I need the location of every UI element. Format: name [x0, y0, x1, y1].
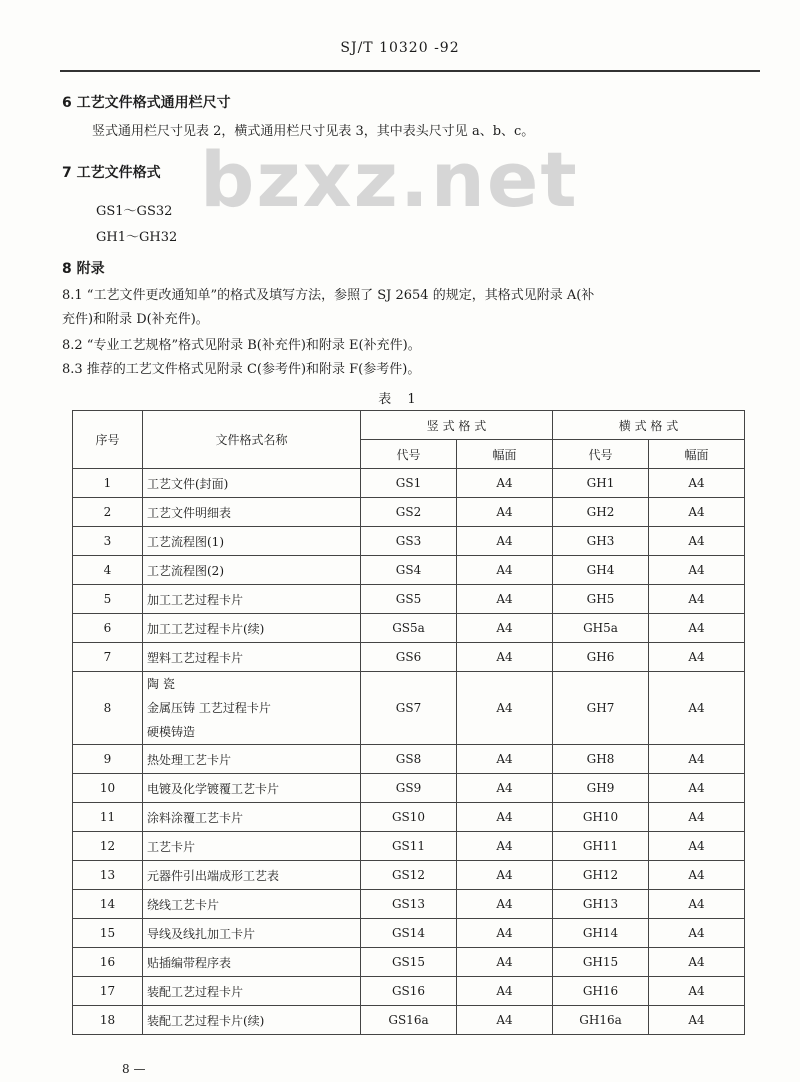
header-hsize: 幅面 [649, 440, 745, 469]
table-row [73, 745, 745, 774]
row-vertical-size: A4 [457, 1006, 553, 1035]
row-name: 工艺卡片 [143, 832, 361, 861]
table-row [73, 556, 745, 585]
row-horizontal-code: GH16 [553, 977, 649, 1006]
row-vertical-code: GS16a [361, 1006, 457, 1035]
table-row [73, 1006, 745, 1035]
row-no: 6 [73, 614, 143, 643]
row-name: 电镀及化学镀覆工艺卡片 [143, 774, 361, 803]
row-horizontal-size: A4 [649, 774, 745, 803]
section-6-heading: 6 工艺文件格式通用栏尺寸 [62, 95, 231, 111]
section-8-heading: 8 附录 [62, 261, 105, 277]
row-horizontal-size: A4 [649, 643, 745, 672]
row-vertical-size: A4 [457, 977, 553, 1006]
row-horizontal-code: GH3 [553, 527, 649, 556]
table-caption: 表 1 [378, 392, 422, 407]
row-horizontal-code: GH1 [553, 469, 649, 498]
section-6-body: 竖式通用栏尺寸见表 2，横式通用栏尺寸见表 3，其中表头尺寸见 a、b、c。 [92, 124, 535, 139]
row-vertical-code: GS14 [361, 919, 457, 948]
row-horizontal-code: GH8 [553, 745, 649, 774]
page-number: 8 — [122, 1062, 146, 1076]
row-horizontal-size: A4 [649, 469, 745, 498]
row-vertical-code: GS8 [361, 745, 457, 774]
row-vertical-code: GS12 [361, 861, 457, 890]
table-row [73, 585, 745, 614]
row-horizontal-size: A4 [649, 745, 745, 774]
row-no: 18 [73, 1006, 143, 1035]
section-7-line-2: GH1～GH32 [96, 230, 178, 245]
row-vertical-code: GS16 [361, 977, 457, 1006]
row-vertical-size: A4 [457, 774, 553, 803]
table-row [73, 469, 745, 498]
row-no: 14 [73, 890, 143, 919]
row-no: 7 [73, 643, 143, 672]
table-row [73, 832, 745, 861]
format-table [72, 410, 745, 1035]
row-horizontal-size: A4 [649, 1006, 745, 1035]
row-horizontal-code: GH11 [553, 832, 649, 861]
row-horizontal-size: A4 [649, 614, 745, 643]
row-horizontal-size: A4 [649, 556, 745, 585]
row-horizontal-code: GH9 [553, 774, 649, 803]
row-no: 17 [73, 977, 143, 1006]
table-row [73, 803, 745, 832]
row-horizontal-code: GH14 [553, 919, 649, 948]
row-horizontal-size: A4 [649, 498, 745, 527]
row-vertical-size: A4 [457, 498, 553, 527]
table-row [73, 672, 745, 745]
row-name: 塑料工艺过程卡片 [143, 643, 361, 672]
row-no: 5 [73, 585, 143, 614]
row-name-line: 陶 瓷 [147, 677, 175, 691]
row-no: 16 [73, 948, 143, 977]
row-vertical-code: GS7 [361, 672, 457, 745]
row-horizontal-size: A4 [649, 890, 745, 919]
section-8-1: 8.1 “工艺文件更改通知单”的格式及填写方法，参照了 SJ 2654 的规定，其格式见附录 A(补 [62, 288, 595, 303]
row-horizontal-size: A4 [649, 948, 745, 977]
row-name-line: 金属压铸 工艺过程卡片 [147, 701, 271, 715]
row-horizontal-code: GH2 [553, 498, 649, 527]
table-row [73, 890, 745, 919]
table-row [73, 919, 745, 948]
header-horizontal: 横 式 格 式 [553, 411, 745, 440]
row-vertical-size: A4 [457, 861, 553, 890]
row-horizontal-size: A4 [649, 527, 745, 556]
row-horizontal-code: GH10 [553, 803, 649, 832]
row-name: 工艺文件(封面) [143, 469, 361, 498]
row-vertical-code: GS5 [361, 585, 457, 614]
row-name: 加工工艺过程卡片(续) [143, 614, 361, 643]
row-vertical-size: A4 [457, 614, 553, 643]
row-vertical-code: GS5a [361, 614, 457, 643]
row-name: 加工工艺过程卡片 [143, 585, 361, 614]
row-name: 导线及线扎加工卡片 [143, 919, 361, 948]
row-vertical-size: A4 [457, 672, 553, 745]
section-7-heading: 7 工艺文件格式 [62, 165, 161, 181]
row-horizontal-size: A4 [649, 832, 745, 861]
table-row [73, 948, 745, 977]
table-row [73, 527, 745, 556]
row-horizontal-code: GH5a [553, 614, 649, 643]
header-vsize: 幅面 [457, 440, 553, 469]
row-horizontal-code: GH13 [553, 890, 649, 919]
row-vertical-size: A4 [457, 469, 553, 498]
row-vertical-code: GS11 [361, 832, 457, 861]
header-vertical: 竖 式 格 式 [361, 411, 553, 440]
row-horizontal-size: A4 [649, 977, 745, 1006]
row-name: 工艺流程图(1) [143, 527, 361, 556]
section-8-2: 8.2 “专业工艺规格”格式见附录 B(补充件)和附录 E(补充件)。 [62, 338, 421, 353]
row-horizontal-code: GH5 [553, 585, 649, 614]
row-horizontal-size: A4 [649, 672, 745, 745]
row-horizontal-size: A4 [649, 803, 745, 832]
table-row [73, 977, 745, 1006]
row-no: 1 [73, 469, 143, 498]
row-horizontal-code: GH15 [553, 948, 649, 977]
row-vertical-size: A4 [457, 803, 553, 832]
row-horizontal-size: A4 [649, 861, 745, 890]
row-horizontal-code: GH6 [553, 643, 649, 672]
row-horizontal-code: GH16a [553, 1006, 649, 1035]
row-vertical-code: GS10 [361, 803, 457, 832]
row-vertical-size: A4 [457, 832, 553, 861]
watermark: bzxz.net [200, 135, 579, 224]
row-vertical-size: A4 [457, 585, 553, 614]
row-no: 4 [73, 556, 143, 585]
row-name [143, 672, 361, 745]
row-no: 13 [73, 861, 143, 890]
header-vcode: 代号 [361, 440, 457, 469]
row-vertical-code: GS6 [361, 643, 457, 672]
row-name: 工艺文件明细表 [143, 498, 361, 527]
row-name-line: 硬模铸造 [147, 725, 196, 739]
row-vertical-code: GS1 [361, 469, 457, 498]
row-name: 涂料涂覆工艺卡片 [143, 803, 361, 832]
row-horizontal-code: GH12 [553, 861, 649, 890]
row-vertical-code: GS3 [361, 527, 457, 556]
row-vertical-size: A4 [457, 527, 553, 556]
row-no: 3 [73, 527, 143, 556]
row-vertical-size: A4 [457, 556, 553, 585]
row-name: 热处理工艺卡片 [143, 745, 361, 774]
row-horizontal-code: GH7 [553, 672, 649, 745]
table-row [73, 498, 745, 527]
row-vertical-size: A4 [457, 745, 553, 774]
row-vertical-code: GS2 [361, 498, 457, 527]
row-no: 15 [73, 919, 143, 948]
row-horizontal-size: A4 [649, 585, 745, 614]
row-vertical-size: A4 [457, 948, 553, 977]
section-8-1-cont: 充件)和附录 D(补充件)。 [62, 312, 209, 327]
row-name: 贴插编带程序表 [143, 948, 361, 977]
header-no: 序号 [73, 411, 143, 469]
row-name: 元器件引出端成形工艺表 [143, 861, 361, 890]
row-vertical-code: GS15 [361, 948, 457, 977]
row-no: 9 [73, 745, 143, 774]
row-vertical-code: GS13 [361, 890, 457, 919]
header-rule [60, 70, 760, 72]
row-no: 10 [73, 774, 143, 803]
table-row [73, 774, 745, 803]
table-row [73, 643, 745, 672]
row-name: 绕线工艺卡片 [143, 890, 361, 919]
row-no: 12 [73, 832, 143, 861]
row-vertical-size: A4 [457, 890, 553, 919]
row-vertical-size: A4 [457, 643, 553, 672]
header-hcode: 代号 [553, 440, 649, 469]
section-7-line-1: GS1～GS32 [96, 204, 173, 219]
row-name: 工艺流程图(2) [143, 556, 361, 585]
row-vertical-code: GS9 [361, 774, 457, 803]
row-horizontal-size: A4 [649, 919, 745, 948]
header-name: 文件格式名称 [143, 411, 361, 469]
row-name: 装配工艺过程卡片(续) [143, 1006, 361, 1035]
row-name: 装配工艺过程卡片 [143, 977, 361, 1006]
table-row [73, 861, 745, 890]
section-8-3: 8.3 推荐的工艺文件格式见附录 C(参考件)和附录 F(参考件)。 [62, 362, 421, 377]
row-no: 2 [73, 498, 143, 527]
page-header: SJ/T 10320 -92 [340, 40, 460, 56]
row-no: 11 [73, 803, 143, 832]
table-row [73, 614, 745, 643]
row-no: 8 [73, 672, 143, 745]
row-vertical-size: A4 [457, 919, 553, 948]
row-vertical-code: GS4 [361, 556, 457, 585]
row-horizontal-code: GH4 [553, 556, 649, 585]
